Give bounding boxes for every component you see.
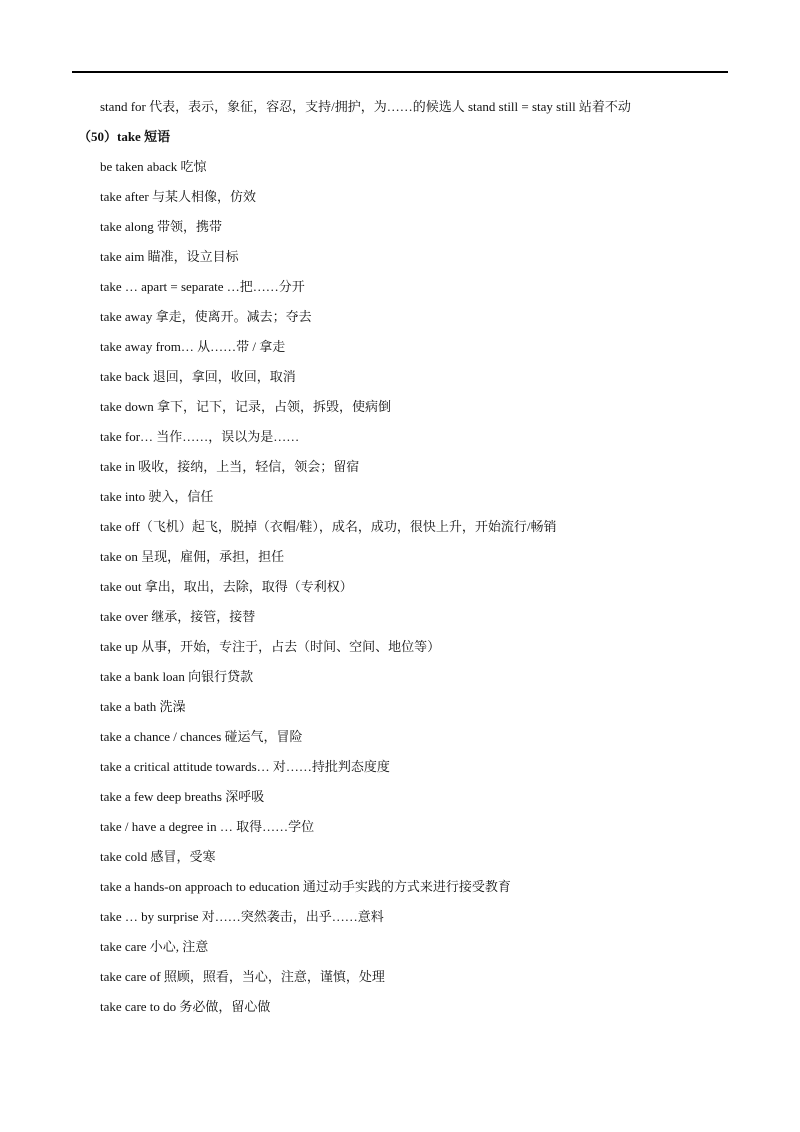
phrase-line: take back 退回，拿回，收回，取消 (100, 369, 296, 384)
phrase-line: take for… 当作……，误以为是…… (100, 429, 300, 444)
phrase-line: take away from… 从……带 / 拿走 (100, 339, 286, 354)
phrase-line: take up 从事，开始，专注于，占去（时间、空间、地位等） (100, 639, 441, 654)
phrase-line: take a critical attitude towards… 对……持批判态度度 (100, 759, 390, 774)
phrase-line: take into 驶入，信任 (100, 489, 214, 504)
phrase-line: take a bank loan 向银行贷款 (100, 669, 254, 684)
intro-line: stand for 代表，表示，象征，容忍，支持/拥护，为……的候选人 stand still = stay still 站着不动 (100, 99, 631, 114)
phrase-line: take a few deep breaths 深呼吸 (100, 789, 265, 804)
phrase-line: take away 拿走，使离开。减去；夺去 (100, 309, 312, 324)
phrase-line: take out 拿出，取出，去除，取得（专利权） (100, 579, 353, 594)
phrase-line: take over 继承，接管，接替 (100, 609, 256, 624)
phrase-line: take a chance / chances 碰运气，冒险 (100, 729, 303, 744)
phrase-line: take / have a degree in … 取得……学位 (100, 819, 315, 834)
header-rule (72, 71, 728, 73)
section-heading: （50）take 短语 (78, 129, 171, 144)
phrase-line: take a bath 洗澡 (100, 699, 186, 714)
phrase-line: take care 小心, 注意 (100, 939, 209, 954)
phrase-line: take care of 照顾，照看，当心，注意，谨慎，处理 (100, 969, 385, 984)
phrase-line: be taken aback 吃惊 (100, 159, 207, 174)
phrase-line: take along 带领，携带 (100, 219, 223, 234)
phrase-line: take care to do 务必做，留心做 (100, 999, 271, 1014)
phrase-line: take … apart = separate …把……分开 (100, 279, 305, 294)
phrase-line: take aim 瞄准，设立目标 (100, 249, 239, 264)
phrase-line: take in 吸收，接纳，上当，轻信，领会；留宿 (100, 459, 360, 474)
phrase-line: take after 与某人相像，仿效 (100, 189, 256, 204)
phrase-line: take a hands-on approach to education 通过动手实践的方式来进行接受教育 (100, 879, 511, 894)
phrase-line: take off（飞机）起飞，脱掉（衣帽/鞋），成名，成功，很快上升，开始流行/畅销 (100, 519, 557, 534)
phrase-line: take on 呈现，雇佣，承担，担任 (100, 549, 285, 564)
phrase-line: take cold 感冒，受寒 (100, 849, 216, 864)
phrase-line: take down 拿下，记下，记录，占领，拆毁，使病倒 (100, 399, 392, 414)
phrase-line: take … by surprise 对……突然袭击，出乎……意料 (100, 909, 384, 924)
